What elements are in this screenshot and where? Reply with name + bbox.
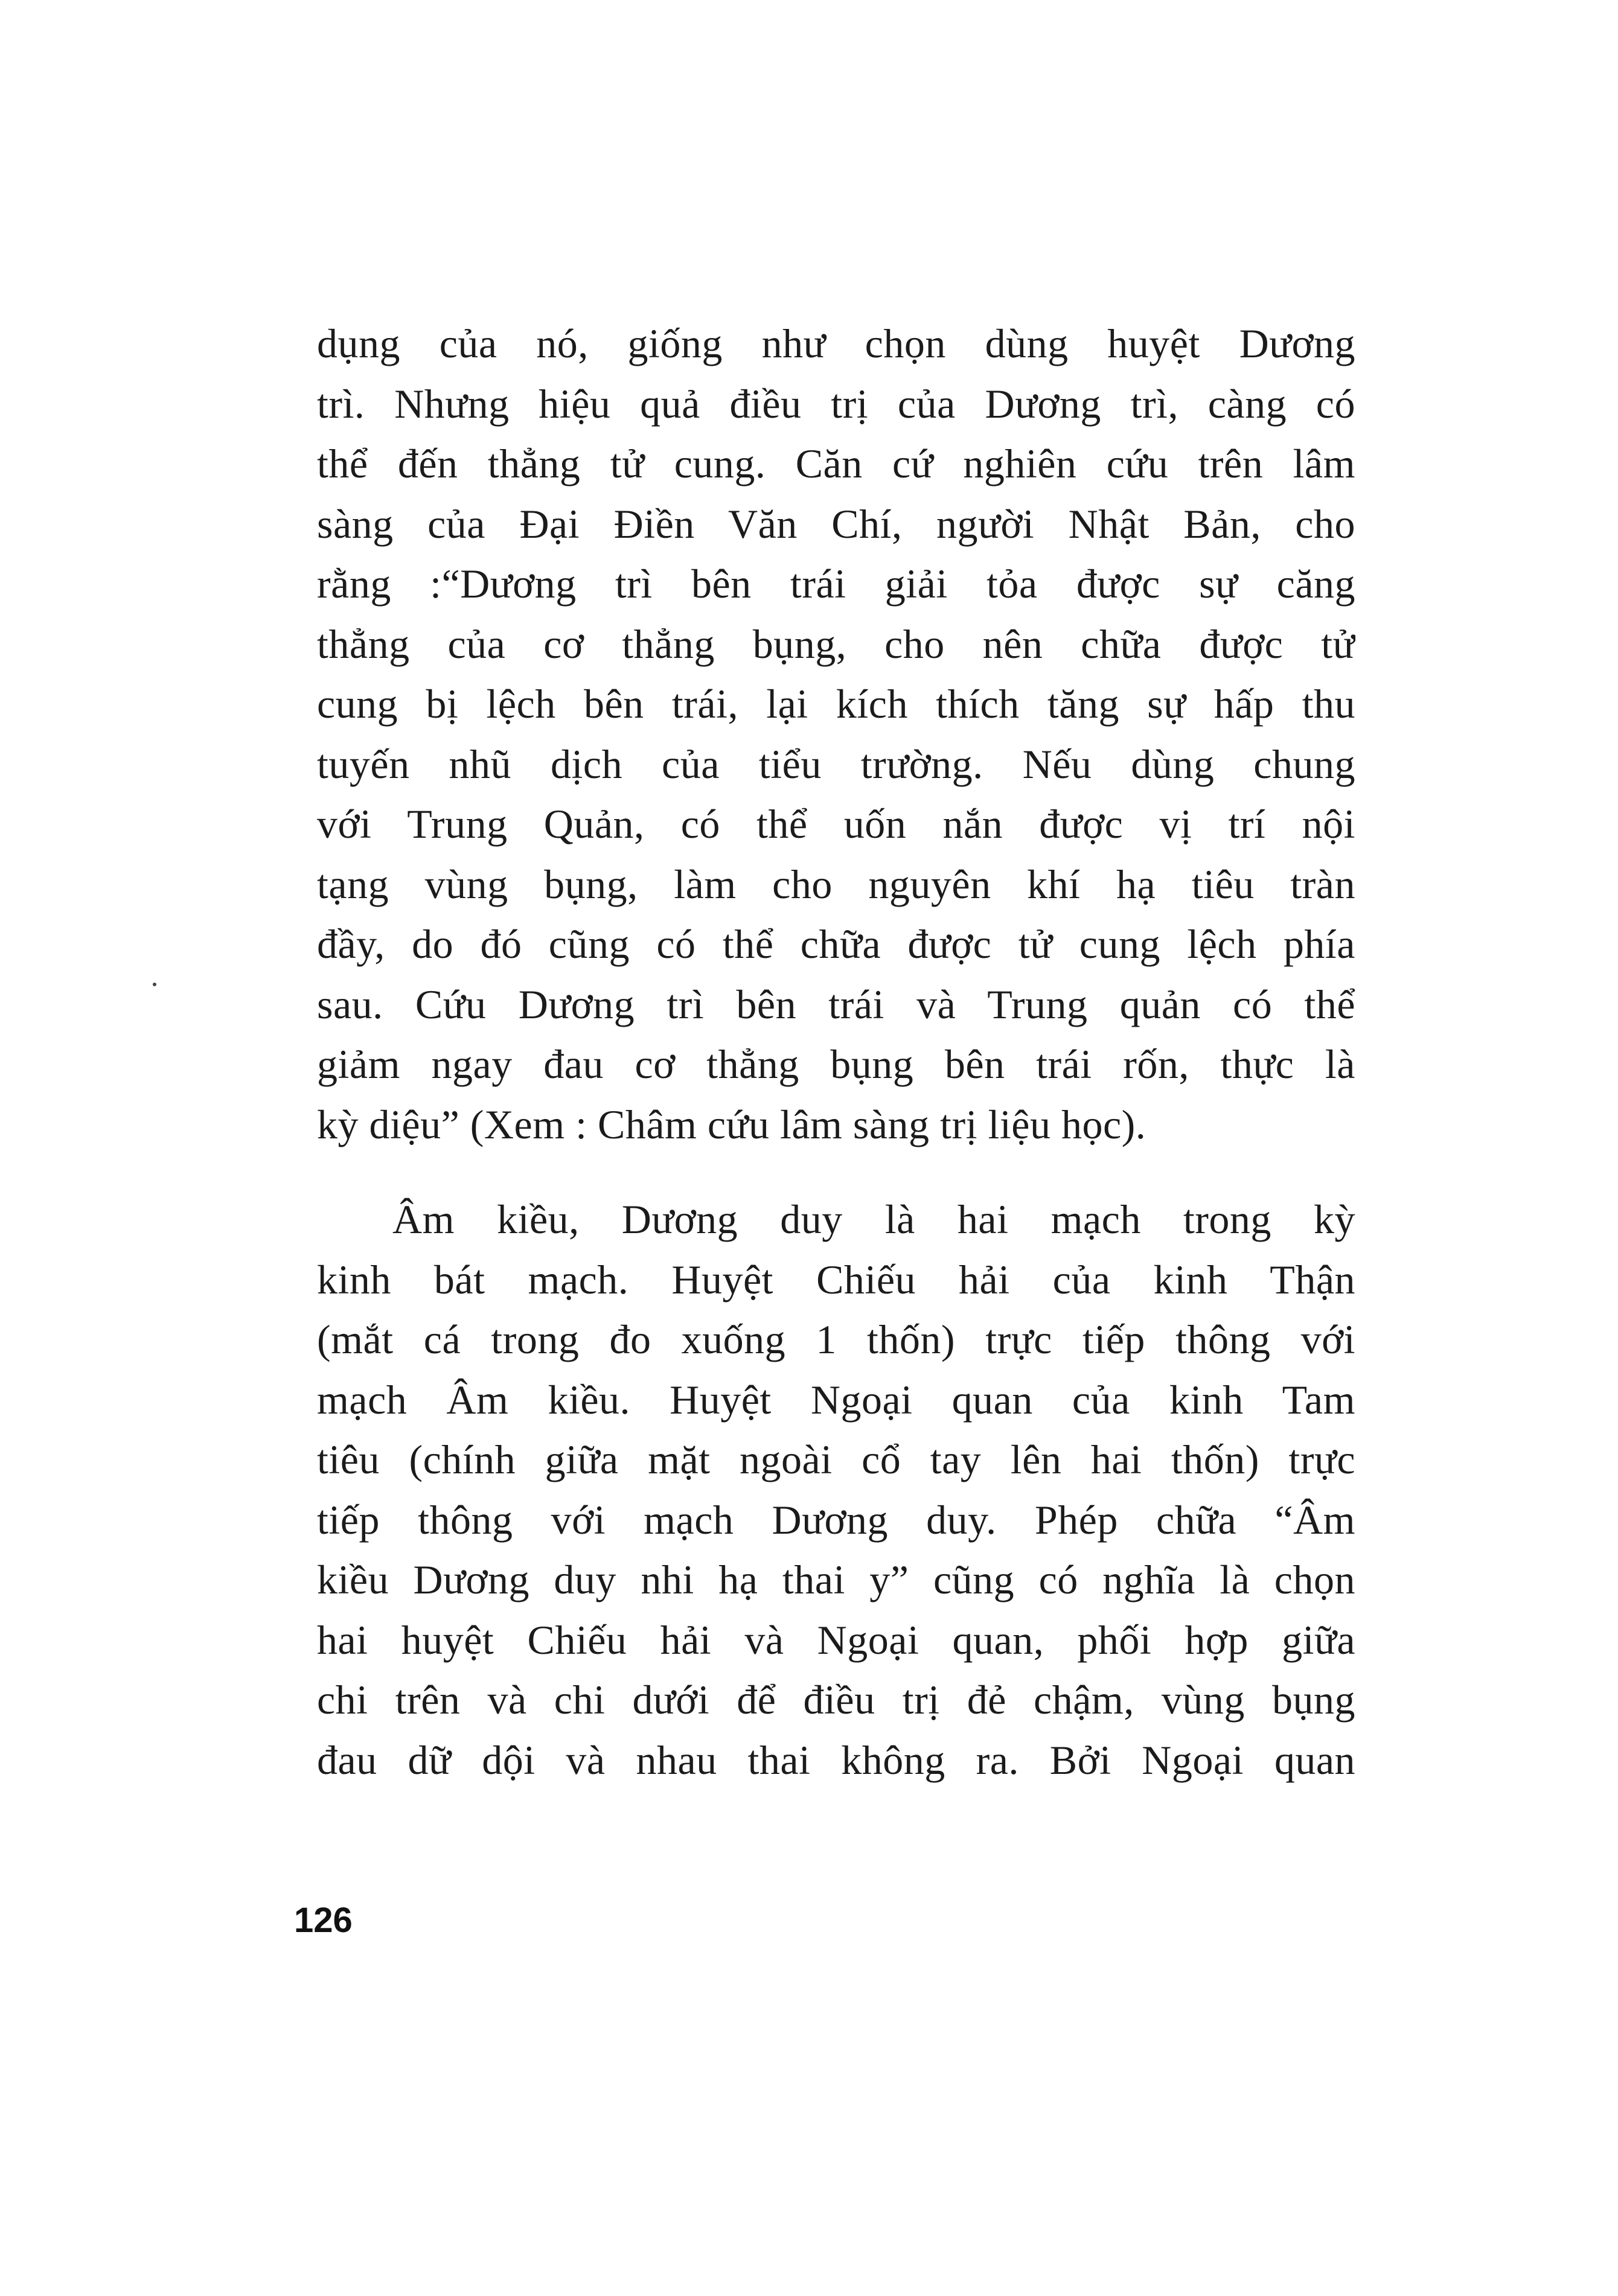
text-line: đau dữ dội và nhau thai không ra. Bởi Ngoại quan xyxy=(317,1736,1355,1783)
text-line: rằng :“Dương trì bên trái giải tỏa được sự căng xyxy=(317,561,1355,607)
text-line: chi trên và chi dưới để điều trị đẻ chậm, vùng bụng xyxy=(317,1677,1355,1723)
text-line: sàng của Đại Điền Văn Chí, người Nhật Bản, cho xyxy=(317,500,1355,547)
paragraph-2 xyxy=(317,1190,1355,1790)
text-line: cung bị lệch bên trái, lại kích thích tăng sự hấp thu xyxy=(317,681,1355,727)
text-line: sau. Cứu Dương trì bên trái và Trung quản có thể xyxy=(317,981,1355,1027)
text-line: tiếp thông với mạch Dương duy. Phép chữa “Âm xyxy=(317,1496,1355,1543)
paragraph-spacer xyxy=(317,1155,1355,1190)
text-line: trì. Nhưng hiệu quả điều trị của Dương trì, càng có xyxy=(317,380,1355,427)
text-line: thẳng của cơ thẳng bụng, cho nên chữa được tử xyxy=(317,620,1355,667)
text-line: hai huyệt Chiếu hải và Ngoại quan, phối hợp giữa xyxy=(317,1616,1355,1663)
text-line: thể đến thẳng tử cung. Căn cứ nghiên cứu trên lâm xyxy=(317,441,1355,486)
paragraph-1 xyxy=(317,314,1355,1155)
text-line: dụng của nó, giống như chọn dùng huyệt Dương xyxy=(317,320,1355,366)
text-line: với Trung Quản, có thể uốn nắn được vị trí nội xyxy=(317,801,1355,847)
text-line: Âm kiều, Dương duy là hai mạch trong kỳ xyxy=(392,1196,1355,1242)
text-line: đầy, do đó cũng có thể chữa được tử cung lệch phía xyxy=(317,921,1355,967)
text-line: kinh bát mạch. Huyệt Chiếu hải của kinh Thận xyxy=(317,1256,1355,1303)
text-line: kỳ diệu” (Xem : Châm cứu lâm sàng trị liệu học). xyxy=(317,1101,1146,1147)
text-line: mạch Âm kiều. Huyệt Ngoại quan của kinh Tam xyxy=(317,1376,1355,1423)
text-line: tuyến nhũ dịch của tiểu trường. Nếu dùng chung xyxy=(317,741,1355,787)
text-line: kiều Dương duy nhi hạ thai y” cũng có nghĩa là chọn xyxy=(317,1557,1355,1602)
text-line: tạng vùng bụng, làm cho nguyên khí hạ tiêu tràn xyxy=(317,861,1355,907)
margin-speck xyxy=(153,983,156,986)
text-line: tiêu (chính giữa mặt ngoài cổ tay lên hai thốn) trực xyxy=(317,1437,1355,1482)
body-text xyxy=(317,314,1355,1790)
text-line: (mắt cá trong đo xuống 1 thốn) trực tiếp thông với xyxy=(317,1316,1355,1362)
text-line: giảm ngay đau cơ thẳng bụng bên trái rốn, thực là xyxy=(317,1041,1355,1087)
page-number: 126 xyxy=(294,1901,353,1940)
